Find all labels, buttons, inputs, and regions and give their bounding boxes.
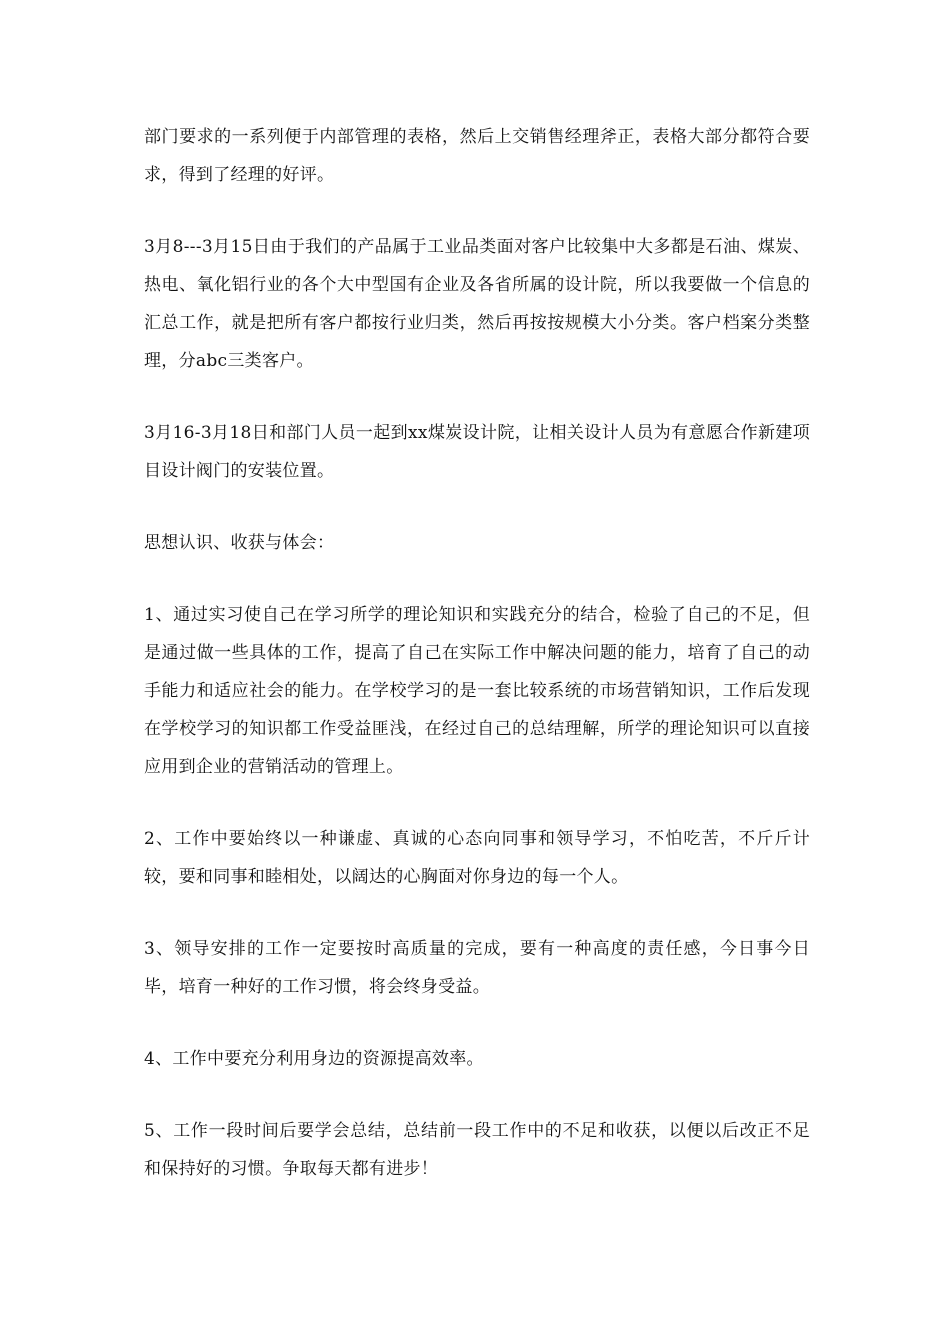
list-item-5: 5、工作一段时间后要学会总结，总结前一段工作中的不足和收获，以便以后改正不足和保持好的习惯。争取每天都有进步！	[144, 1121, 810, 1179]
list-item-3: 3、领导安排的工作一定要按时高质量的完成，要有一种高度的责任感，今日事今日毕，培育一种好的工作习惯，将会终身受益。	[144, 939, 810, 997]
list-item-1: 1、通过实习使自己在学习所学的理论知识和实践充分的结合，检验了自己的不足，但是通过做一些具体的工作，提高了自己在实际工作中解决问题的能力，培育了自己的动手能力和适应社会的能力。在学校学习的是一套比较系统的市场营销知识，工作后发现在学校学习的知识都工作受益匪浅，在经过自己的总结理解，所学的理论知识可以直接应用到企业的营销活动的管理上。	[144, 605, 810, 777]
list-item-4: 4、工作中要充分利用身边的资源提高效率。	[144, 1049, 484, 1069]
paragraph-forms: 部门要求的一系列便于内部管理的表格，然后上交销售经理斧正，表格大部分都符合要求，得到了经理的好评。	[144, 127, 810, 185]
paragraph-march-8-15: 3月8---3月15日由于我们的产品属于工业品类面对客户比较集中大多都是石油、煤炭、热电、氧化铝行业的各个大中型国有企业及各省所属的设计院，所以我要做一个信息的汇总工作，就是把所有客户都按行业归类，然后再按按规模大小分类。客户档案分类整理，分abc三类客户。	[144, 237, 810, 371]
paragraph-march-16-18: 3月16-3月18日和部门人员一起到xx煤炭设计院，让相关设计人员为有意愿合作新建项目设计阀门的安装位置。	[144, 423, 810, 481]
document-body	[144, 118, 810, 1222]
list-item-2: 2、工作中要始终以一种谦虚、真诚的心态向同事和领导学习，不怕吃苦，不斤斤计较，要和同事和睦相处，以阔达的心胸面对你身边的每一个人。	[144, 829, 810, 887]
section-heading-reflections: 思想认识、收获与体会：	[144, 533, 335, 553]
